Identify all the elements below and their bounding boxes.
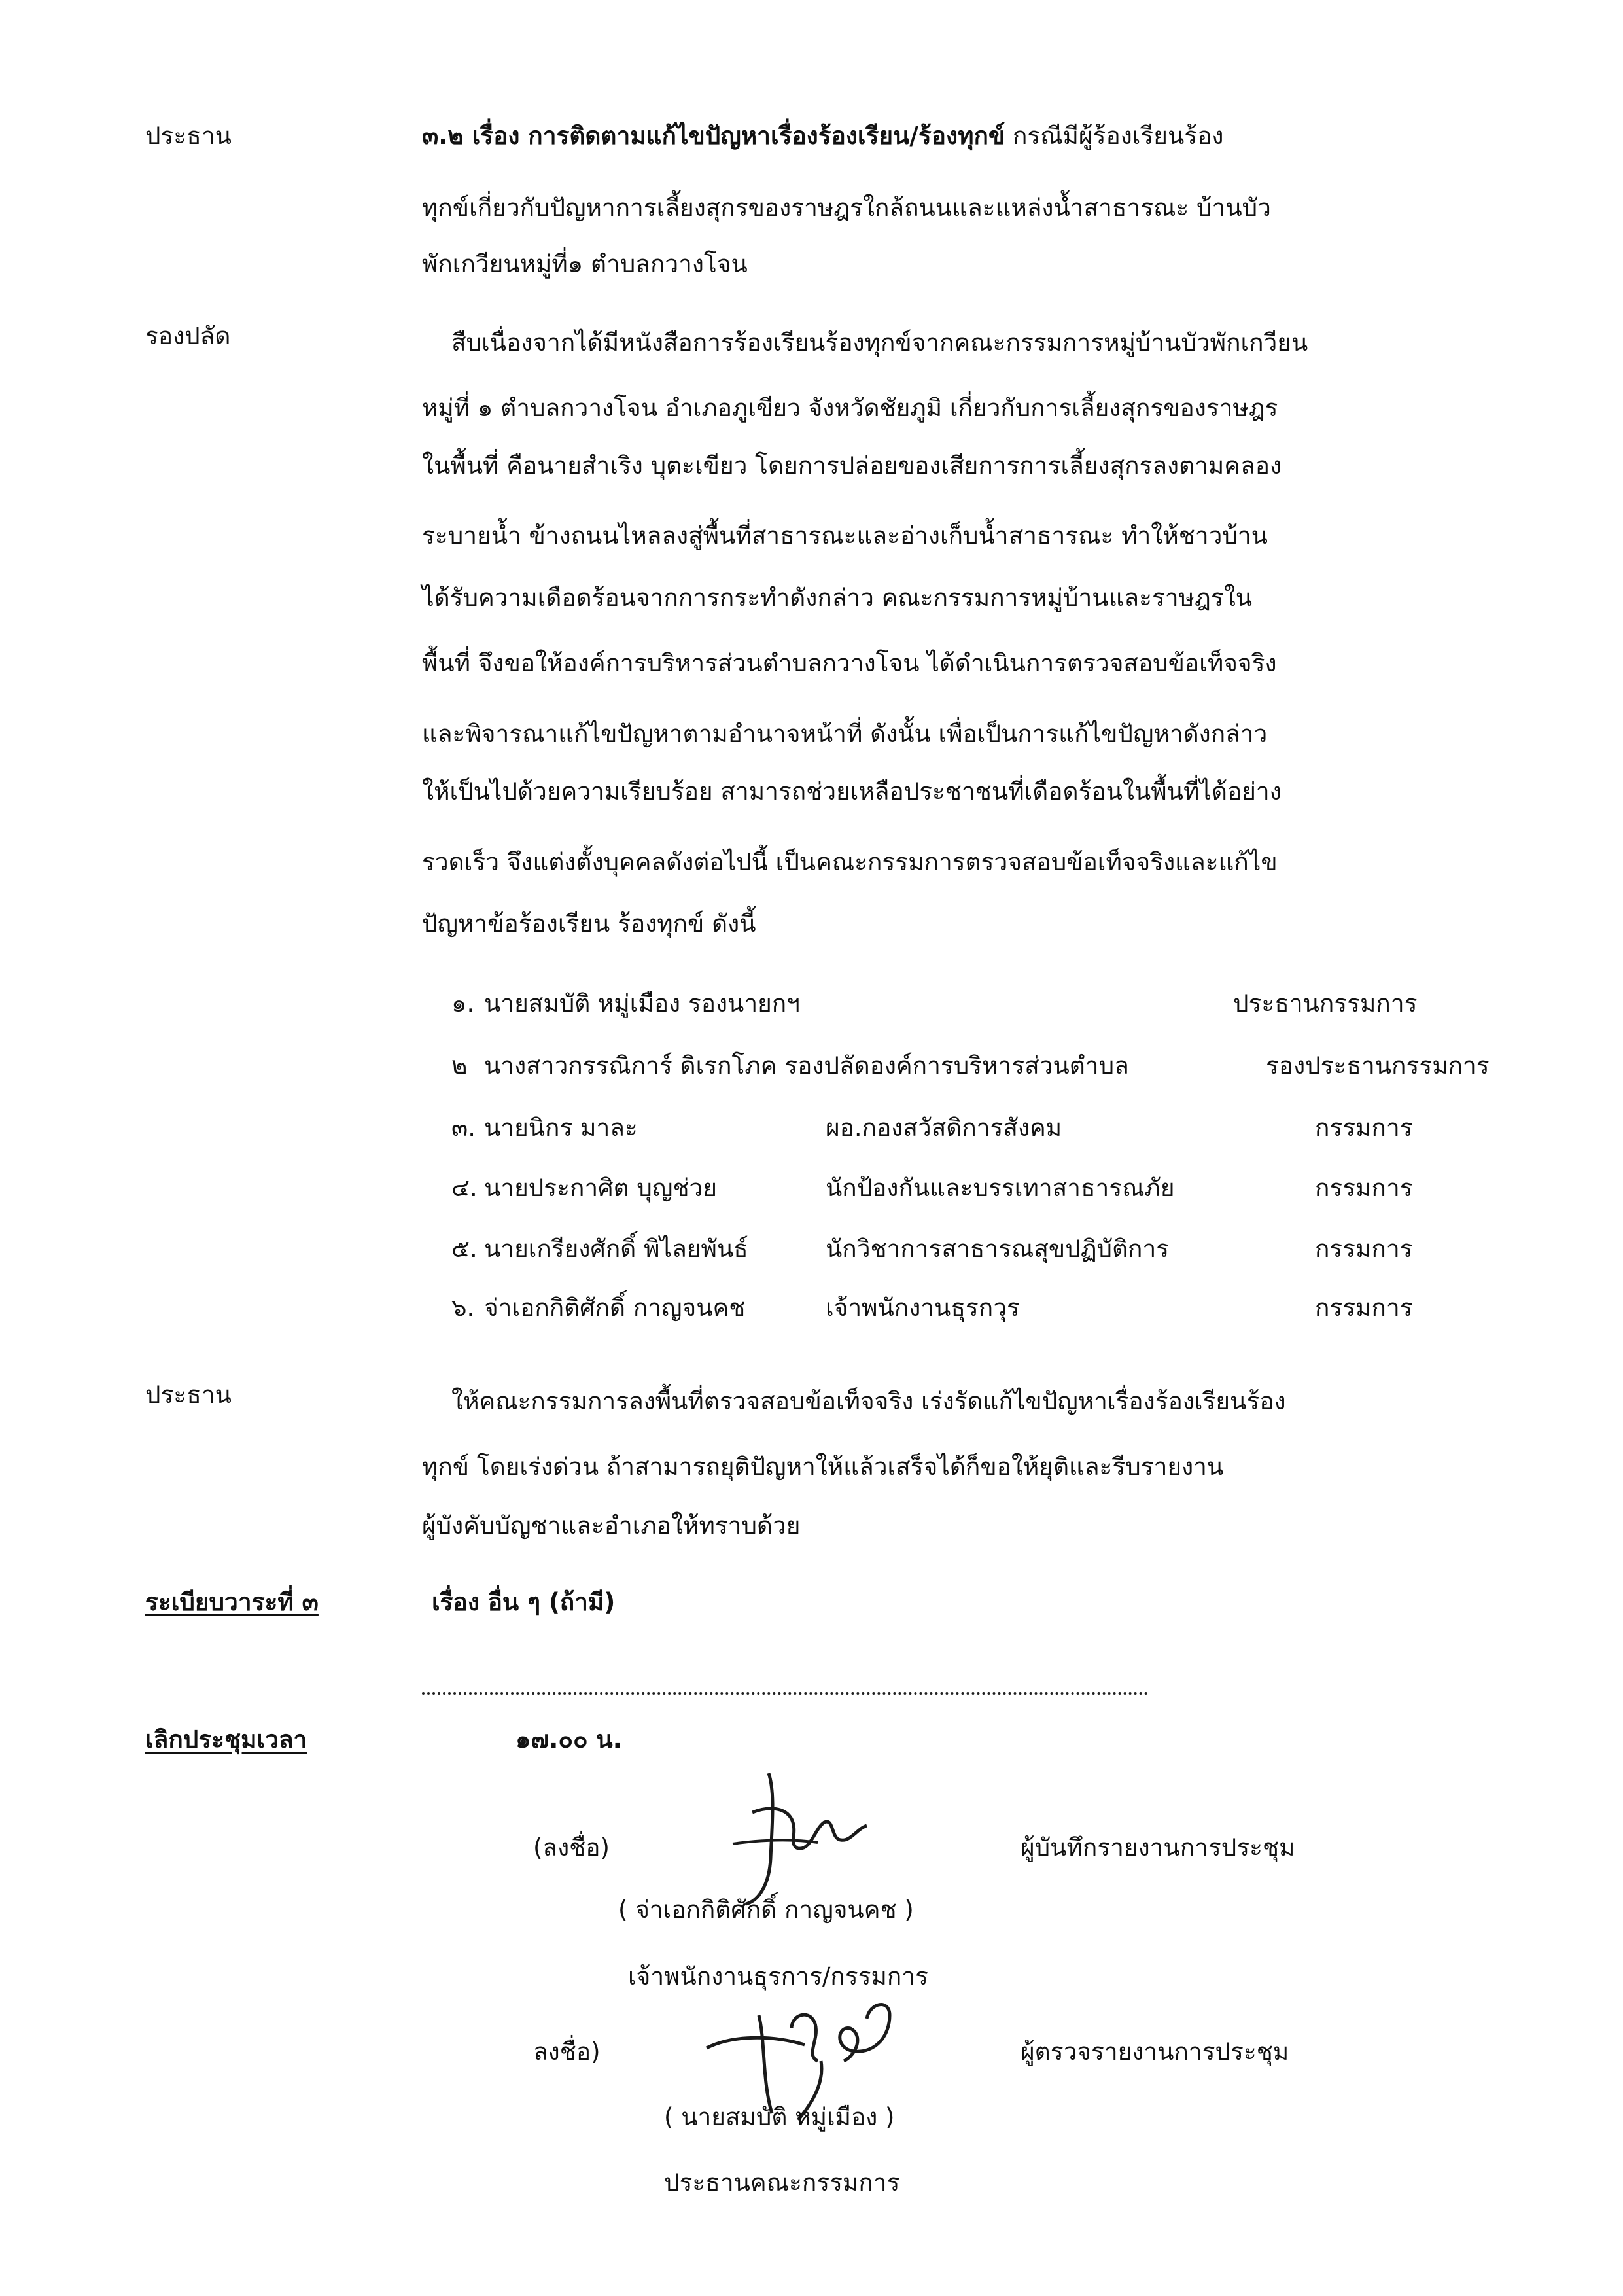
- paragraph-line: ทุกข์ โดยเร่งด่วน ถ้าสามารถยุติปัญหาให้แล้วเสร็จได้ก็ขอให้ยุติและรีบรายงาน: [422, 1453, 1224, 1481]
- agenda-heading: [422, 120, 1223, 152]
- dotted-line: [422, 1692, 1148, 1695]
- paragraph-line: ได้รับความเดือดร้อนจากการกระทำดังกล่าว คณะกรรมการหมู่บ้านและราษฎรใน: [422, 584, 1253, 612]
- agenda-text: เรื่อง อื่น ๆ (ถ้ามี): [432, 1588, 616, 1616]
- recorder-role: ผู้บันทึกรายงานการประชุม: [1021, 1833, 1295, 1862]
- speaker-label: ประธาน: [145, 122, 232, 150]
- signature-scribble: [707, 1767, 877, 1911]
- paragraph-line: รวดเร็ว จึงแต่งตั้งบุคคลดังต่อไปนี้ เป็นคณะกรรมการตรวจสอบข้อเท็จจริงและแก้ไข: [422, 848, 1278, 876]
- agenda-heading-line: ทุกข์เกี่ยวกับปัญหาการเลี้ยงสุกรของราษฎรใกล้ถนนและแหล่งน้ำสาธารณะ บ้านบัว: [422, 194, 1271, 222]
- committee-name: นายสมบัติ หมู่เมือง รองนายกฯ: [484, 989, 800, 1017]
- sign-label: (ลงชื่อ): [533, 1833, 610, 1862]
- committee-role: กรรมการ: [1315, 1294, 1413, 1322]
- committee-role: ประธานกรรมการ: [1233, 989, 1418, 1017]
- committee-role: กรรมการ: [1315, 1235, 1413, 1263]
- agenda-heading-rest: กรณีมีผู้ร้องเรียนร้อง: [1012, 122, 1224, 150]
- closing-time: ๑๗.๐๐ น.: [515, 1725, 622, 1754]
- committee-position: ผอ.กองสวัสดิการสังคม: [826, 1114, 1062, 1142]
- paragraph-line: ให้เป็นไปด้วยความเรียบร้อย สามารถช่วยเหลือประชาชนที่เดือดร้อนในพื้นที่ได้อย่าง: [422, 777, 1282, 805]
- committee-num: ๒: [451, 1051, 468, 1080]
- committee-role: กรรมการ: [1315, 1174, 1413, 1202]
- closing-label: เลิกประชุมเวลา: [145, 1725, 307, 1754]
- committee-position: เจ้าพนักงานธุรกวุร: [826, 1294, 1020, 1322]
- reviewer-role: ผู้ตรวจรายงานการประชุม: [1021, 2038, 1289, 2066]
- speaker-label: ประธาน: [145, 1381, 232, 1409]
- committee-name: จ่าเอกกิติศักดิ์ กาญจนคช: [484, 1294, 746, 1322]
- speaker-label: รองปลัด: [145, 322, 231, 350]
- paragraph-line: ระบายน้ำ ข้างถนนไหลลงสู่พื้นที่สาธารณะและอ่างเก็บน้ำสาธารณะ ทำให้ชาวบ้าน: [422, 521, 1268, 550]
- committee-name: นายเกรียงศักดิ์ พิไลยพันธ์: [484, 1235, 748, 1263]
- signer-name: ( จ่าเอกกิติศักดิ์ กาญจนคช ): [618, 1896, 914, 1924]
- signer-title: เจ้าพนักงานธุรการ/กรรมการ: [628, 1962, 928, 1990]
- committee-num: ๔.: [451, 1174, 478, 1202]
- agenda-heading-line: พักเกวียนหมู่ที่๑ ตำบลกวางโจน: [422, 250, 748, 278]
- paragraph-line: และพิจารณาแก้ไขปัญหาตามอำนาจหน้าที่ ดังนั้น เพื่อเป็นการแก้ไขปัญหาดังกล่าว: [422, 720, 1268, 748]
- agenda-heading-bold: ๓.๒ เรื่อง การติดตามแก้ไขปัญหาเรื่องร้องเรียน/ร้องทุกข์: [422, 122, 1005, 150]
- paragraph-line: ในพื้นที่ คือนายสำเริง บุตะเขียว โดยการปล่อยของเสียการการเลี้ยงสุกรลงตามคลอง: [422, 451, 1282, 480]
- paragraph-line: หมู่ที่ ๑ ตำบลกวางโจน อำเภอภูเขียว จังหวัดชัยภูมิ เกี่ยวกับการเลี้ยงสุกรของราษฎร: [422, 394, 1278, 422]
- paragraph-line: ให้คณะกรรมการลงพื้นที่ตรวจสอบข้อเท็จจริง เร่งรัดแก้ไขปัญหาเรื่องร้องเรียนร้อง: [451, 1387, 1286, 1415]
- paragraph-line: พื้นที่ จึงขอให้องค์การบริหารส่วนตำบลกวางโจน ได้ดำเนินการตรวจสอบข้อเท็จจริง: [422, 649, 1277, 677]
- agenda-label: ระเบียบวาระที่ ๓: [145, 1588, 319, 1616]
- committee-num: ๓.: [451, 1114, 476, 1142]
- committee-name: นางสาวกรรณิการ์ ดิเรกโภค รองปลัดองค์การบริหารส่วนตำบล: [484, 1051, 1129, 1080]
- committee-num: ๖.: [451, 1294, 475, 1322]
- committee-name: นายประกาศิต บุญช่วย: [484, 1174, 718, 1202]
- committee-num: ๕.: [451, 1235, 478, 1263]
- signer-name: ( นายสมบัติ หมู่เมือง ): [664, 2103, 895, 2131]
- committee-position: นักป้องกันและบรรเทาสาธารณภัย: [826, 1174, 1175, 1202]
- committee-role: รองประธานกรรมการ: [1266, 1051, 1490, 1080]
- paragraph-line: สืบเนื่องจากได้มีหนังสือการร้องเรียนร้องทุกข์จากคณะกรรมการหมู่บ้านบัวพักเกวียน: [451, 328, 1308, 357]
- committee-position: นักวิชาการสาธารณสุขปฏิบัติการ: [826, 1235, 1170, 1263]
- committee-role: กรรมการ: [1315, 1114, 1413, 1142]
- paragraph-line: ผู้บังคับบัญชาและอำเภอให้ทราบด้วย: [422, 1511, 801, 1540]
- paragraph-line: ปัญหาข้อร้องเรียน ร้องทุกข์ ดังนี้: [422, 910, 756, 938]
- committee-num: ๑.: [451, 989, 475, 1017]
- signer-title: ประธานคณะกรรมการ: [664, 2168, 900, 2197]
- committee-name: นายนิกร มาละ: [484, 1114, 638, 1142]
- sign-label: ลงชื่อ): [533, 2038, 601, 2066]
